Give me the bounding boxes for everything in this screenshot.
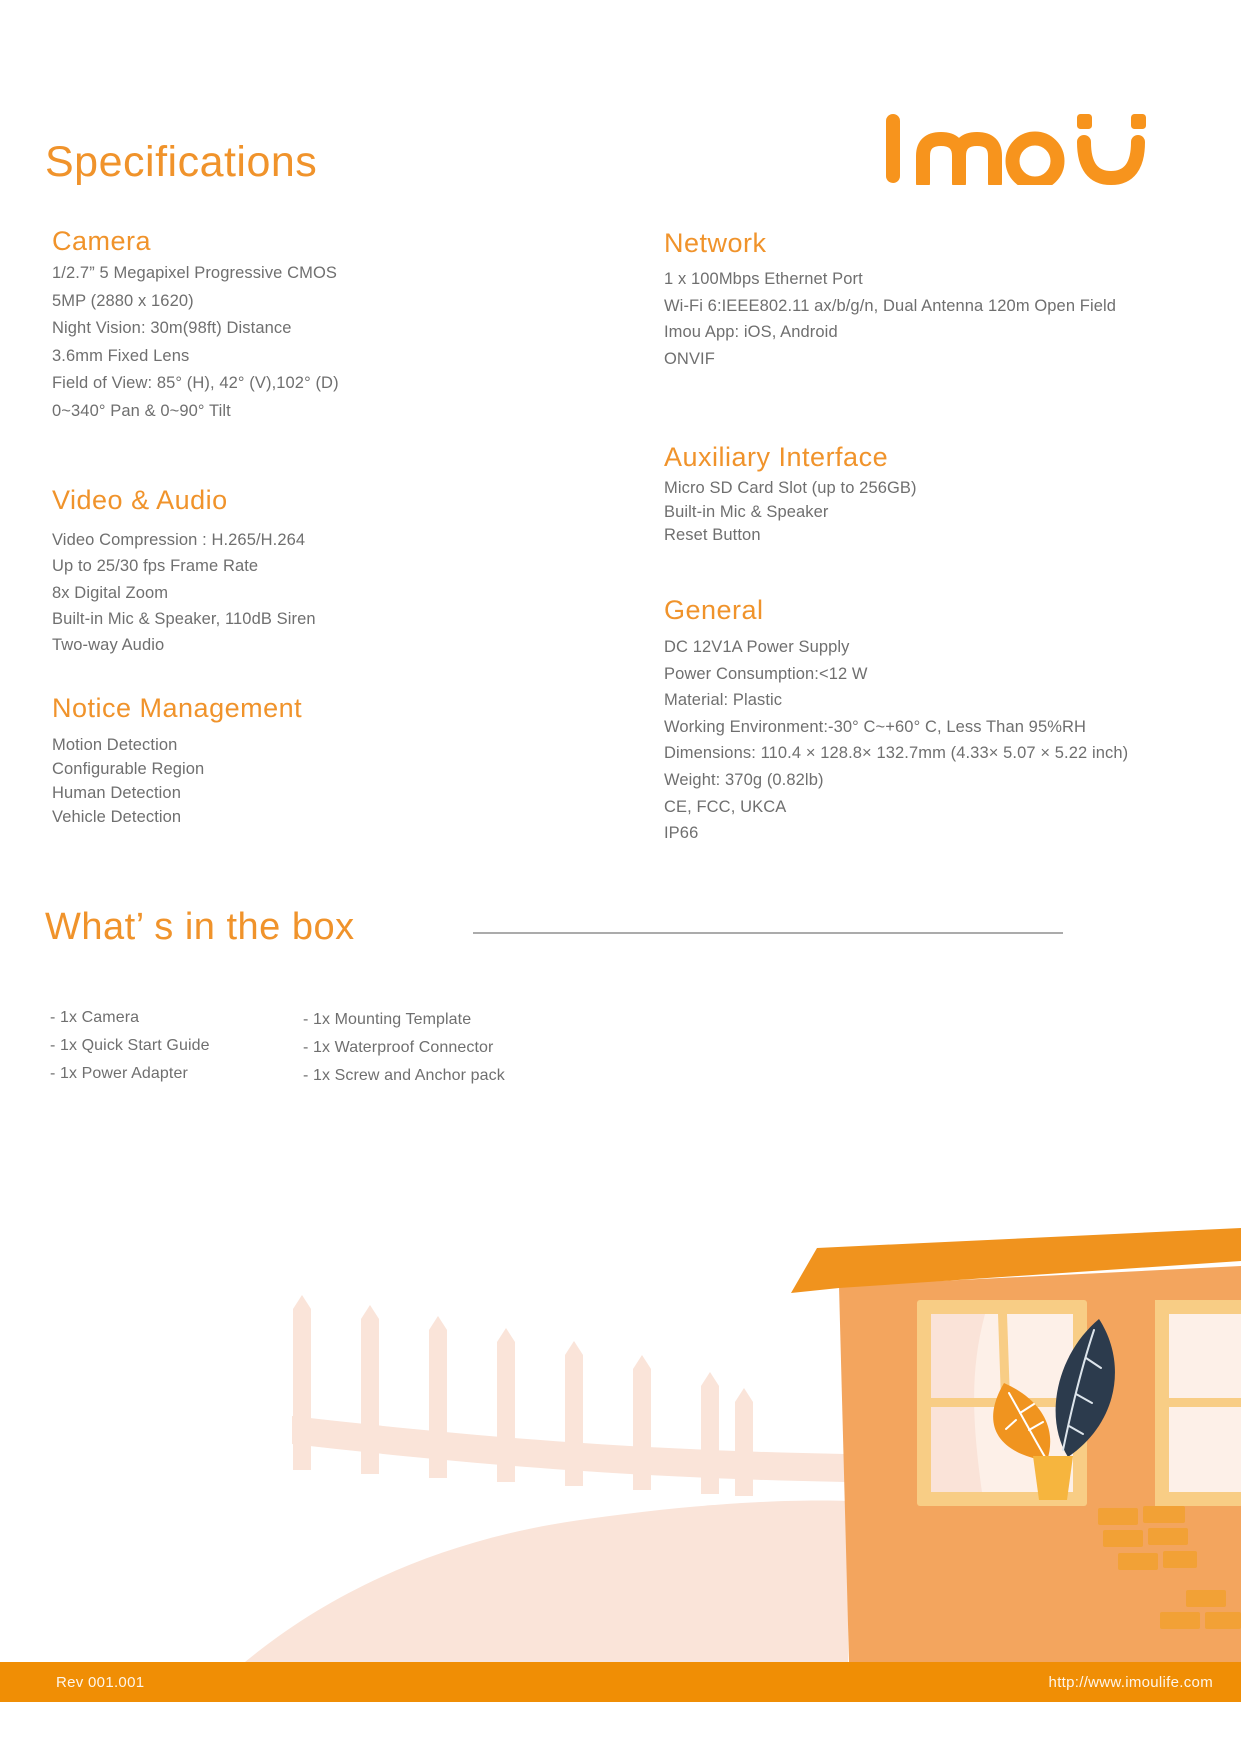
footer-bar — [0, 1662, 1241, 1702]
section-heading-general: General — [664, 595, 764, 625]
section-heading-auxiliary-interface: Auxiliary Interface — [664, 442, 889, 472]
box-contents-column-1 — [50, 1004, 210, 1088]
spec-line: Material: Plastic — [664, 691, 783, 710]
spec-line: Imou App: iOS, Android — [664, 323, 838, 342]
spec-line: Motion Detection — [52, 736, 178, 754]
spec-line: Configurable Region — [52, 760, 205, 778]
section-camera — [52, 226, 629, 425]
section-heading-camera: Camera — [52, 226, 152, 256]
page-title: Specifications — [45, 138, 318, 186]
spec-line: ONVIF — [664, 350, 715, 369]
box-contents-column-2 — [303, 1006, 505, 1090]
section-video-audio — [52, 485, 629, 658]
box-item: - 1x Camera — [50, 1009, 140, 1026]
spec-line: Working Environment:-30° C~+60° C, Less Than 95%RH — [664, 717, 1087, 736]
fence-silhouette — [245, 1295, 848, 1662]
spec-line: 1 x 100Mbps Ethernet Port — [664, 270, 863, 288]
section-heading-notice-management: Notice Management — [52, 693, 303, 723]
logo-letter-m — [923, 139, 995, 183]
fence-picket — [735, 1388, 753, 1496]
window-right — [1155, 1300, 1241, 1506]
spec-list-auxiliary-interface — [664, 477, 1241, 548]
spec-list-video-audio — [52, 527, 629, 658]
section-general — [664, 595, 1241, 847]
fence-picket — [633, 1355, 651, 1490]
fence-picket — [701, 1372, 719, 1494]
logo-letter-i — [886, 114, 900, 183]
spec-line: Built-in Mic & Speaker — [664, 502, 829, 521]
spec-line: Built-in Mic & Speaker, 110dB Siren — [52, 609, 316, 628]
spec-list-network — [664, 266, 1241, 373]
fence-picket — [497, 1328, 515, 1482]
logo-letter-o — [1013, 139, 1058, 184]
house-illustration — [0, 1100, 1241, 1662]
section-heading-network: Network — [664, 228, 767, 258]
logo-eye-left — [1077, 114, 1092, 129]
footer-revision: Rev 001.001 — [56, 1673, 145, 1691]
fence-picket — [293, 1295, 311, 1470]
whats-in-the-box-title: What’ s in the box — [45, 906, 355, 948]
spec-line: Power Consumption:<12 W — [664, 664, 868, 683]
spec-line: DC 12V1A Power Supply — [664, 638, 850, 656]
spec-line: Micro SD Card Slot (up to 256GB) — [664, 479, 917, 497]
section-auxiliary-interface — [664, 442, 1241, 548]
spec-line: Vehicle Detection — [52, 808, 182, 826]
window-crossbar — [1169, 1398, 1241, 1407]
spec-line: Night Vision: 30m(98ft) Distance — [52, 319, 292, 337]
hill-shape — [245, 1501, 848, 1662]
spec-line: Two-way Audio — [52, 636, 165, 655]
box-item: - 1x Waterproof Connector — [303, 1039, 494, 1056]
imou-logo — [884, 112, 1154, 185]
spec-line: Dimensions: 110.4 × 128.8× 132.7mm (4.33× 5.07 × 5.22 inch) — [664, 744, 1129, 763]
logo-letter-u-smile — [1084, 142, 1138, 178]
spec-list-notice-management — [52, 733, 629, 829]
section-heading-video-audio: Video & Audio — [52, 485, 228, 515]
spec-line: Field of View: 85° (H), 42° (V),102° (D) — [52, 374, 339, 392]
spec-line: 3.6mm Fixed Lens — [52, 346, 190, 365]
spec-line: IP66 — [664, 824, 699, 843]
flower-pot — [1033, 1456, 1073, 1500]
spec-line: Weight: 370g (0.82lb) — [664, 770, 824, 789]
window-left — [917, 1300, 1115, 1506]
spec-list-camera — [52, 260, 629, 425]
spec-line: CE, FCC, UKCA — [664, 797, 787, 816]
fence-picket — [565, 1341, 583, 1486]
fence-picket — [429, 1316, 447, 1478]
section-notice-management — [52, 693, 629, 829]
box-item: - 1x Quick Start Guide — [50, 1037, 210, 1054]
logo-eye-right — [1131, 114, 1146, 129]
spec-line: Wi-Fi 6:IEEE802.11 ax/b/g/n, Dual Antenna 120m Open Field — [664, 296, 1117, 315]
divider-line — [473, 932, 1063, 934]
box-item: - 1x Screw and Anchor pack — [303, 1067, 505, 1084]
spec-line: Video Compression : H.265/H.264 — [52, 531, 306, 549]
fence-picket — [361, 1305, 379, 1474]
spec-line: Reset Button — [664, 526, 761, 544]
spec-list-general — [664, 634, 1241, 847]
spec-line: 0~340° Pan & 0~90° Tilt — [52, 401, 231, 420]
box-item: - 1x Power Adapter — [50, 1065, 188, 1082]
box-item: - 1x Mounting Template — [303, 1011, 472, 1028]
spec-line: 8x Digital Zoom — [52, 583, 169, 602]
footer-url[interactable]: http://www.imoulife.com — [1048, 1673, 1213, 1691]
spec-line: 5MP (2880 x 1620) — [52, 291, 194, 310]
spec-line: Human Detection — [52, 784, 181, 802]
spec-line: Up to 25/30 fps Frame Rate — [52, 557, 259, 576]
spec-line: 1/2.7” 5 Megapixel Progressive CMOS — [52, 264, 338, 282]
section-network — [664, 228, 1241, 373]
